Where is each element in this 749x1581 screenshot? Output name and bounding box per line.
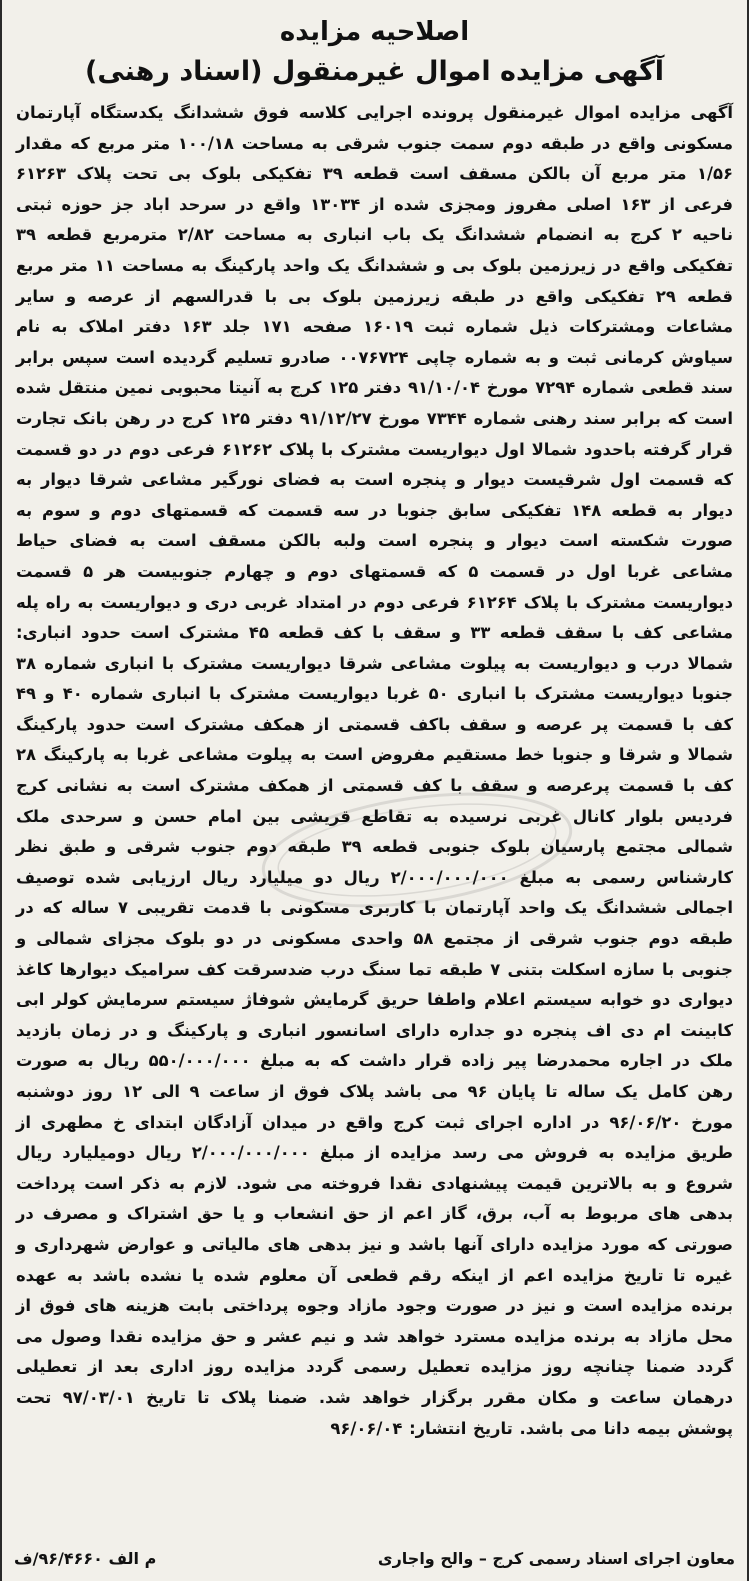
notice-subtitle: آگهی مزایده اموال غیرمنقول (اسناد رهنی) — [84, 56, 664, 87]
footer-reference-code: م الف ۹۶/۴۶۶۰/ف — [14, 1548, 157, 1568]
notice-footer — [14, 1543, 735, 1573]
notice-body: آگهی مزایده اموال غیرمنقول پرونده اجرایی کلاسه فوق ششدانگ یکدستگاه آپارتمان مسکونی واقع در طبقه دوم سمت جنوب شرقی به مساحت ۱۰۰/۱۸ متر مربع که مقدار ۱/۵۶ متر مربع آن بالکن مسقف است قطعه ۳۹ تفکیکی بلوک بی تحت پلاک ۶۱۲۶۳ فرعی از ۱۶۳ اصلی مفروز ومجزی شده از ۱۳۰۳۴ واقع در سرحد اباد جز حوزه ثبتی ناحیه ۲ کرج به انضمام ششدانگ یک باب انباری به مساحت ۲/۸۲ مترمربع قطعه ۳۹ تفکیکی واقع در زیرزمین بلوک بی و ششدانگ یک واحد پارکینگ به مساحت ۱۱ متر مربع قطعه ۲۹ تفکیکی واقع در طبقه زیرزمین بلوک بی با قدرالسهم از عرصه و سایر مشاعات ومشترکات ذیل شماره ثبت ۱۶۰۱۹ صفحه ۱۷۱ جلد ۱۶۳ دفتر املاک به نام سیاوش کرمانی ثبت و به شماره چاپی ۰۰۷۶۷۲۴ صادرو تسلیم گردیده است سپس برابر سند قطعی شماره ۷۲۹۴ مورخ ۹۱/۱۰/۰۴ دفتر ۱۲۵ کرج به آنیتا محبوبی نمین منتقل شده است که برابر سند رهنی شماره ۷۳۴۴ مورخ ۹۱/۱۲/۲۷ دفتر ۱۲۵ کرج در رهن بانک تجارت قرار گرفته باحدود شمالا اول دیواریست مشترک با پلاک ۶۱۲۶۲ فرعی دوم در دو قسمت که قسمت اول شرقیست دیوار و پنجره است به فضای نورگیر مشاعی شرقا دیوار به دیوار به قطعه ۱۴۸ تفکیکی سابق جنوبا در سه قسمت که قسمتهای دوم و سوم به صورت شکسته است دیوار و پنجره است ولبه بالکن مسقف است به فضای حیاط مشاعی غربا اول در قسمت ۵ که قسمتهای دوم و چهارم جنوبیست هر ۵ قسمت دیواریست مشترک با پلاک ۶۱۲۶۴ فرعی دوم در امتداد غربی دری و دیواریست به راه پله مشاعی کف با سقف قطعه ۳۳ و سقف با کف قطعه ۴۵ مشترک است حدود انباری: شمالا درب و دیواریست به پیلوت مشاعی شرقا دیواریست مشترک با انباری شماره ۳۸ جنوبا دیواریست مشترک با انباری ۵۰ غربا دیواریست مشترک با انباری شماره ۴۰ و ۴۹ کف با قسمت پر عرصه و سقف باکف قسمتی از همکف مشترک است حدود پارکینگ شمالا و شرقا و جنوبا خط مستقیم مفروض است به پیلوت مشاعی غربا به پارکینگ ۲۸ کف با قسمت پرعرصه و سقف با کف قسمتی از همکف مشترک است به نشانی کرج فردیس بلوار کانال غربی نرسیده به تقاطع قریشی بین امام حسن و سرحدی ملک شمالی مجتمع پارسیان بلوک جنوبی قطعه ۳۹ طبقه دوم جنوب شرقی و طبق نظر کارشناس رسمی به مبلغ ۲/۰۰۰/۰۰۰/۰۰۰ ریال دو میلیارد ریال ارزیابی شده توصیف اجمالی ششدانگ یک واحد آپارتمان با کاربری مسکونی با قدمت تقریبی ۷ ساله که در طبقه دوم جنوب شرقی از مجتمع ۵۸ واحدی مسکونی در دو بلوک مجزای شمالی و جنوبی با سازه اسکلت بتنی ۷ طبقه تما سنگ درب ضدسرقت کف سرامیک دیوارها کاغذ دیواری دو خوابه سیستم اعلام واطفا حریق گرمایش شوفاژ سیستم سرمایش کولر ابی کابینت ام دی اف پنجره دو جداره دارای اسانسور انباری و پارکینگ و در زمان بازدید ملک در اجاره محمدرضا پیر زاده قرار داشت که به مبلغ ۵۵۰/۰۰۰/۰۰۰ ریال به صورت رهن کامل یک ساله تا پایان ۹۶ می باشد پلاک فوق از ساعت ۹ الی ۱۲ روز دوشنبه مورخ ۹۶/۰۶/۲۰ در اداره اجرای ثبت کرج واقع در میدان آزادگان ابتدای خ مطهری از طریق مزایده به فروش می رسد مزایده از مبلغ ۲/۰۰۰/۰۰۰/۰۰۰ ریال دومیلیارد ریال شروع و به بالاترین قیمت پیشنهادی نقدا فروخته می شود. لازم به ذکر است پرداخت بدهی های مربوط به آب، برق، گاز اعم از حق انشعاب و یا حق اشتراک و مصرف در صورتی که مورد مزایده دارای آنها باشد و نیز بدهی های مالیاتی و عوارض شهرداری و غیره تا تاریخ مزایده اعم از اینکه رقم قطعی آن معلوم شده یا نشده باشد به عهده برنده مزایده است و نیز در صورت وجود مازاد وجوه پرداختی بابت هزینه های فوق از محل مازاد به برنده مزایده مسترد خواهد شد و نیم عشر و حق مزایده نقدا وصول می گردد ضمنا چنانچه روز مزایده تعطیل رسمی گردد مزایده روز اداری بعد از تعطیلی درهمان ساعت و مکان مقرر برگزار خواهد شد. ضمنا پلاک تا تاریخ ۹۷/۰۳/۰۱ تحت پوشش بیمه دانا می باشد. تاریخ انتشار: ۹۶/۰۶/۰۴ — [16, 103, 734, 1438]
notice-title: اصلاحیه مزایده — [279, 17, 470, 47]
footer-signature: معاون اجرای اسناد رسمی کرج – والح واجاری — [377, 1548, 735, 1568]
